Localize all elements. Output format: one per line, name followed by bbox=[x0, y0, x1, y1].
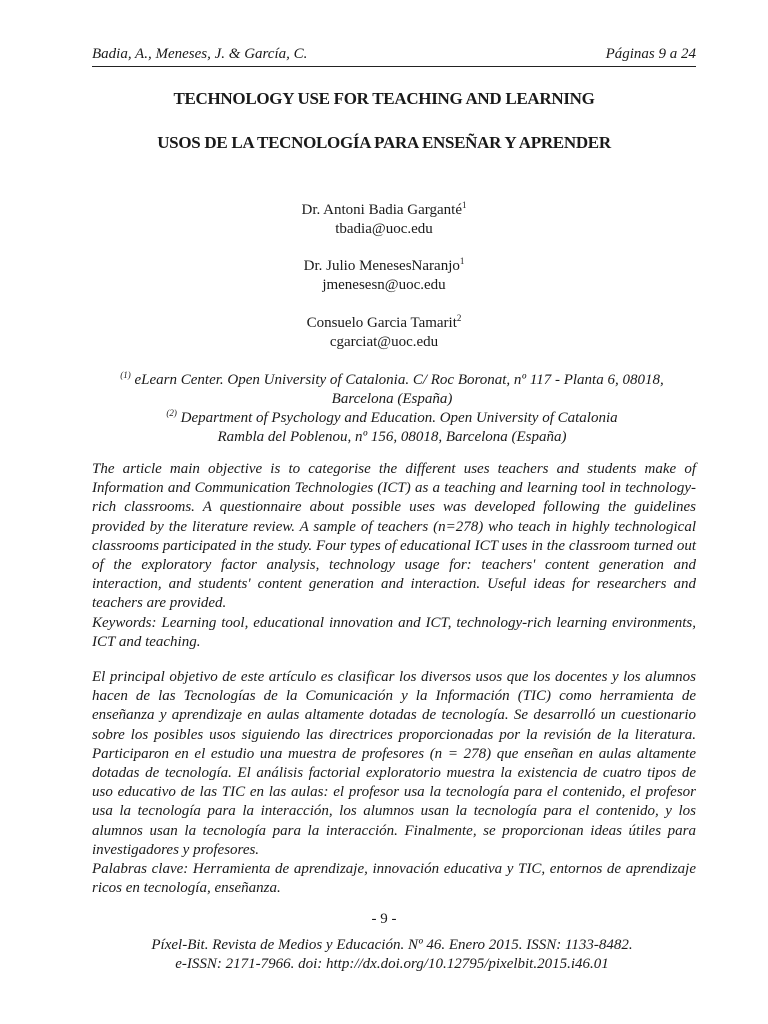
author-affiliation-mark: 2 bbox=[456, 313, 462, 323]
affiliation-text: Rambla del Poblenou, nº 156, 08018, Barcelona (España) bbox=[217, 429, 567, 445]
author-name: Dr. Julio MenesesNaranjo bbox=[303, 258, 460, 274]
author-email: tbadia@uoc.edu bbox=[335, 221, 433, 237]
keywords: Palabras clave: Herramienta de aprendizaje, innovación educativa y TIC, entornos de aprendizaje ricos en tecnología, enseñanza. bbox=[92, 861, 696, 897]
header-divider bbox=[92, 66, 696, 67]
abstract-text: The article main objective is to categorise the different uses teachers and students make of Information and Communication Technologies (ICT) as a teaching and learning tool in technology-rich classrooms. A questionnaire about possible uses was developed following the guidelines provided by the literature review. A sample of teachers (n=278) who teach in highly technological classrooms participated in the study. Four types of educational ICT uses in the classroom turned out of the exploratory factor analysis, technology usage for: teachers' content generation and interaction, and students' content generation and interaction. Useful ideas for researchers and teachers are provided. bbox=[92, 461, 696, 612]
affiliation-text: Barcelona (España) bbox=[331, 391, 453, 407]
title-english: TECHNOLOGY USE FOR TEACHING AND LEARNING bbox=[173, 89, 595, 108]
author-email: cgarciat@uoc.edu bbox=[329, 334, 439, 350]
author-affiliation-mark: 1 bbox=[462, 200, 467, 210]
running-header bbox=[92, 45, 696, 63]
author-affiliation-mark: 1 bbox=[459, 256, 465, 266]
footer-doi: e-ISSN: 2171-7966. doi: http://dx.doi.org/10.12795/pixelbit.2015.i46.01 bbox=[175, 956, 609, 972]
affiliation-2 bbox=[80, 404, 704, 447]
author-block-2 bbox=[0, 252, 768, 295]
affiliation-text: Department of Psychology and Education. Open University of Catalonia bbox=[180, 410, 618, 426]
abstract-spanish bbox=[92, 668, 696, 898]
title-spanish: USOS DE LA TECNOLOGÍA PARA ENSEÑAR Y APRENDER bbox=[157, 133, 611, 152]
author-block-3 bbox=[0, 309, 768, 352]
page-number: - 9 - bbox=[371, 911, 397, 927]
header-pages: Páginas 9 a 24 bbox=[605, 46, 696, 62]
abstract-text: El principal objetivo de este artículo es clasificar los diversos usos que los docentes y los alumnos hacen de las Tecnologías de la Comunicación y la Información (TIC) como herramienta de enseñanza y aprendizaje en aulas altamente dotadas de tecnología. Se desarrolló un cuestionario sobre los posibles usos siguiendo las directrices proporcionadas por la revisión de la literatura. Participaron en el estudio una muestra de profesores (n = 278) que enseñan en aulas altamente dotadas de tecnología. El análisis factorial exploratorio muestra la existencia de cuatro tipos de uso educativo de las TIC en las aulas: el profesor usa la tecnología para el contenido, el profesor usa la tecnología para la interacción, los alumnos usan la tecnología para el contenido, y los alumnos usan la tecnología para la interacción. Finalmente, se proporcionan ideas útiles para investigadores y profesores. bbox=[92, 669, 696, 858]
keywords: Keywords: Learning tool, educational innovation and ICT, technology-rich learning environments, ICT and teaching. bbox=[92, 614, 696, 650]
affiliation-1 bbox=[80, 366, 704, 409]
author-name: Consuelo Garcia Tamarit bbox=[306, 315, 457, 331]
author-block-1 bbox=[0, 196, 768, 239]
affiliation-mark: (1) bbox=[120, 370, 131, 380]
footer-citation: Píxel-Bit. Revista de Medios y Educación. Nº 46. Enero 2015. ISSN: 1133-8482. bbox=[151, 937, 633, 953]
author-email: jmenesesn@uoc.edu bbox=[322, 277, 446, 293]
abstract-english bbox=[92, 460, 696, 652]
affiliation-text: eLearn Center. Open University of Catalonia. C/ Roc Boronat, nº 117 - Planta 6, 08018, bbox=[134, 372, 664, 388]
header-authors: Badia, A., Meneses, J. & García, C. bbox=[92, 46, 308, 62]
affiliation-mark: (2) bbox=[166, 408, 177, 418]
journal-footer bbox=[80, 936, 704, 974]
author-name: Dr. Antoni Badia Garganté bbox=[301, 202, 463, 218]
